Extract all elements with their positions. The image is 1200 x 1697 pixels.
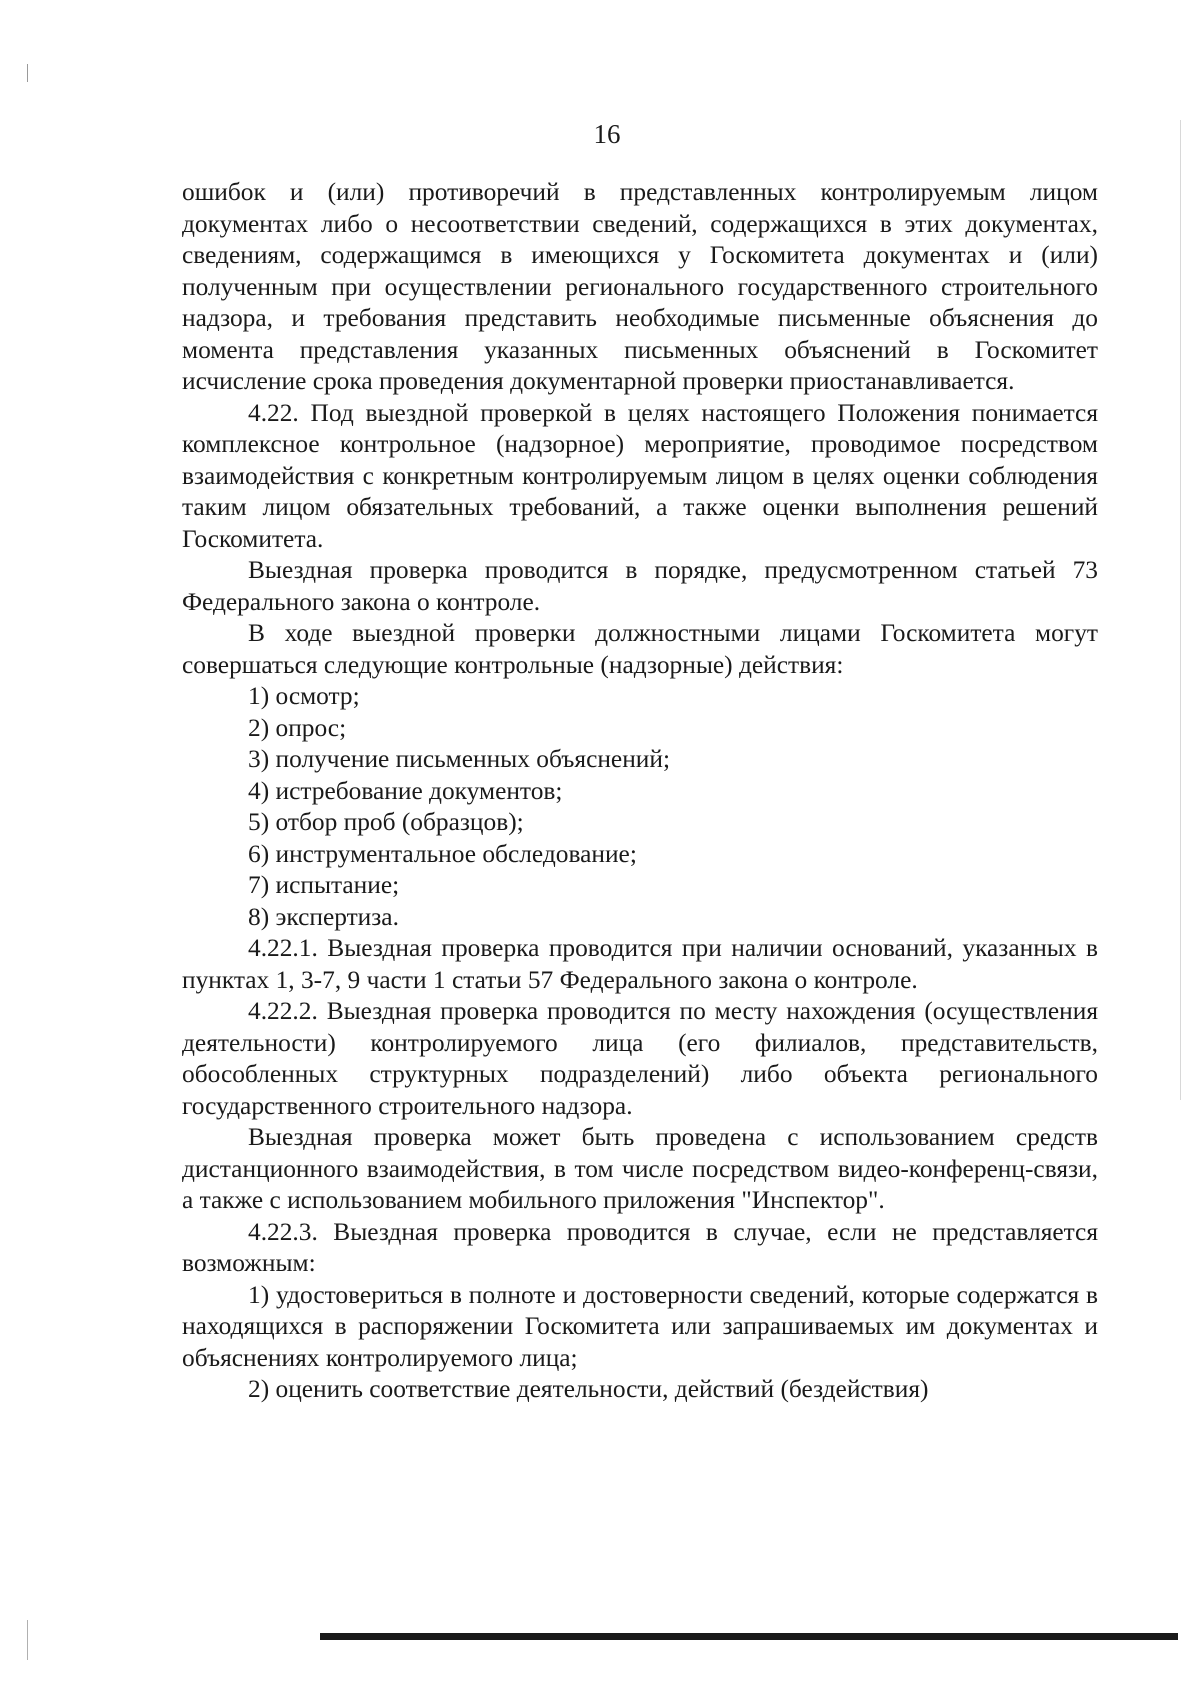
actions-list bbox=[182, 681, 1098, 933]
paragraph-continuation: ошибок и (или) противоречий в представленных контролируемым лицом документах либо о несоответствии сведений, содержащихся в этих документах, сведениям, содержащимся в имеющихся у Госкомитета документах и (или) полученным при осуществлении регионального государственного строительного надзора, и требования представить необходимые письменные объяснения до момента представления указанных письменных объяснений в Госкомитет исчисление срока проведения документарной проверки приостанавливается. bbox=[182, 178, 1098, 395]
scan-edge-mark bbox=[27, 64, 28, 82]
paragraph-item-1: 1) удостовериться в полноте и достоверности сведений, которые содержатся в находящихся в распоряжении Госкомитета или запрашиваемых им документах и объяснениях контролируемого лица; bbox=[182, 1280, 1098, 1372]
paragraph-4-22: 4.22. Под выездной проверкой в целях настоящего Положения понимается комплексное контрольное (надзорное) мероприятие, проводимое посредством взаимодействия с конкретным контролируемым лицом в целях оценки соблюдения таким лицом обязательных требований, а также оценки выполнения решений Госкомитета. bbox=[182, 398, 1098, 553]
paragraph-4-22-3: 4.22.3. Выездная проверка проводится в случае, если не представляется возможным: bbox=[182, 1217, 1098, 1277]
document-body bbox=[182, 177, 1098, 1406]
list-item: 2) опрос; bbox=[248, 713, 347, 742]
list-item: 4) истребование документов; bbox=[248, 776, 563, 805]
list-item: 5) отбор проб (образцов); bbox=[248, 808, 524, 836]
scan-edge-mark bbox=[27, 1620, 28, 1660]
page-number: 16 bbox=[593, 119, 621, 149]
list-item: 1) осмотр; bbox=[248, 682, 360, 710]
paragraph-procedure: Выездная проверка проводится в порядке, предусмотренном статьей 73 Федерального закона о контроле. bbox=[182, 556, 1098, 616]
bottom-scan-rule bbox=[320, 1633, 1178, 1640]
scan-edge-mark bbox=[1180, 120, 1181, 1100]
list-item: 3) получение письменных объяснений; bbox=[248, 745, 671, 773]
paragraph-actions-intro: В ходе выездной проверки должностными лицами Госкомитета могут совершаться следующие контрольные (надзорные) действия: bbox=[182, 619, 1098, 679]
list-item: 8) экспертиза. bbox=[248, 902, 399, 931]
list-item: 6) инструментальное обследование; bbox=[248, 839, 637, 868]
paragraph-4-22-2: 4.22.2. Выездная проверка проводится по месту нахождения (осуществления деятельности) контролируемого лица (его филиалов, представительств, обособленных структурных подразделений) либо объекта регионального государственного строительного надзора. bbox=[182, 997, 1098, 1120]
paragraph-item-2: 2) оценить соответствие деятельности, действий (бездействия) bbox=[248, 1375, 929, 1403]
paragraph-4-22-1: 4.22.1. Выездная проверка проводится при наличии оснований, указанных в пунктах 1, 3-7, 9 части 1 статьи 57 Федерального закона о контроле. bbox=[182, 934, 1098, 994]
list-item: 7) испытание; bbox=[248, 871, 400, 899]
paragraph-remote: Выездная проверка может быть проведена с использованием средств дистанционного взаимодействия, в том числе посредством видео-конференц-связи, а также с использованием мобильного приложения "Инспектор". bbox=[182, 1123, 1098, 1214]
